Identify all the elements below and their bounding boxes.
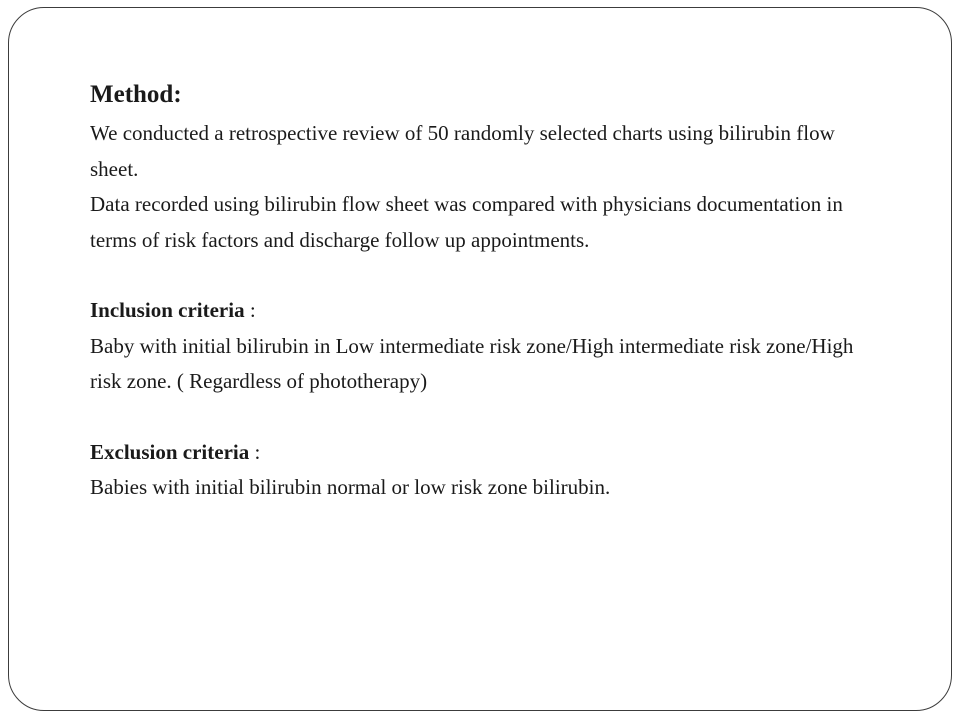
inclusion-criteria-label: Inclusion criteria bbox=[90, 298, 245, 322]
slide-content bbox=[90, 78, 870, 506]
exclusion-criteria-separator: : bbox=[249, 439, 261, 464]
inclusion-criteria-heading bbox=[90, 293, 870, 329]
method-heading: Method: bbox=[90, 81, 182, 108]
exclusion-criteria-label: Exclusion criteria bbox=[90, 439, 250, 464]
method-paragraph-2: Data recorded using bilirubin flow sheet was compared with physicians documentation in terms of risk factors and discharge follow up appointments. bbox=[90, 192, 843, 252]
spacer bbox=[90, 258, 870, 293]
exclusion-criteria-heading bbox=[90, 435, 870, 471]
exclusion-criteria-text: Babies with initial bilirubin normal or low risk zone bilirubin. bbox=[90, 475, 611, 499]
inclusion-criteria-separator: : bbox=[244, 298, 256, 322]
spacer bbox=[90, 400, 870, 435]
inclusion-criteria-text: Baby with initial bilirubin in Low intermediate risk zone/High intermediate risk zone/High risk zone. ( Regardless of phototherapy) bbox=[90, 333, 854, 393]
method-paragraph-1: We conducted a retrospective review of 50 randomly selected charts using bilirubin flow sheet. bbox=[90, 121, 835, 181]
